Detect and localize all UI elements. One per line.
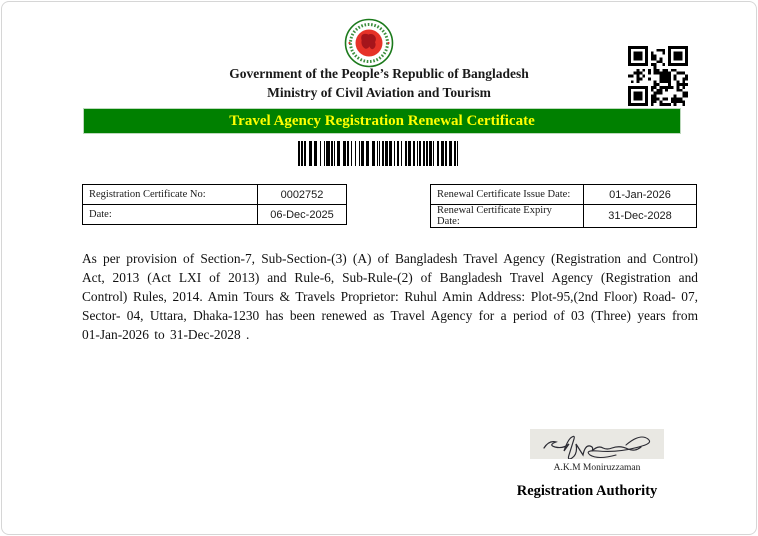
- ministry-line: Ministry of Civil Aviation and Tourism: [267, 85, 491, 100]
- table-row: [431, 185, 697, 205]
- date-value: 06-Dec-2025: [258, 205, 347, 225]
- registration-info-table: [82, 184, 347, 225]
- certificate-page: [1, 1, 757, 535]
- certificate-title-banner: [83, 108, 681, 134]
- barcode-icon: [298, 141, 458, 166]
- signatory-name: A.K.M Moniruzzaman: [553, 463, 641, 473]
- date-label: Date:: [83, 205, 258, 225]
- renewal-issue-date-value: 01-Jan-2026: [584, 185, 697, 205]
- renewal-issue-date-label: Renewal Certificate Issue Date:: [431, 185, 584, 205]
- registration-certificate-no-label: Registration Certificate No:: [83, 185, 258, 205]
- bangladesh-tourism-emblem-icon: [344, 18, 394, 68]
- registration-certificate-no-value: 0002752: [258, 185, 347, 205]
- government-line: Government of the People’s Republic of Bangladesh: [229, 66, 529, 81]
- table-row: [83, 185, 347, 205]
- registration-authority-title: Registration Authority: [516, 483, 658, 499]
- certificate-body-text: As per provision of Section-7, Sub-Section-(3) (A) of Bangladesh Travel Agency (Registration and Control) Act, 2013 (Act LXI of 2013) and Rule-6, Sub-Rule-(2) of Bangladesh Travel Agency (Registration and Control) Rules, 2014. Amin Tours & Travels Proprietor: Ruhul Amin Address: Plot-95,(2nd Floor) Road- 07, Sector- 04, Uttara, Dhaka-1230 has been renewed as Travel Agency for a period of 03 (Three) years from 01-Jan-2026 to 31-Dec-2028 .: [82, 251, 698, 342]
- renewal-expiry-date-value: 31-Dec-2028: [584, 205, 697, 228]
- table-row: [431, 205, 697, 228]
- renewal-info-table: [430, 184, 697, 228]
- renewal-expiry-date-label: Renewal Certificate Expiry Date:: [431, 205, 584, 228]
- table-row: [83, 205, 347, 225]
- certificate-title: Travel Agency Registration Renewal Certificate: [229, 112, 535, 129]
- signature-image: [530, 429, 664, 459]
